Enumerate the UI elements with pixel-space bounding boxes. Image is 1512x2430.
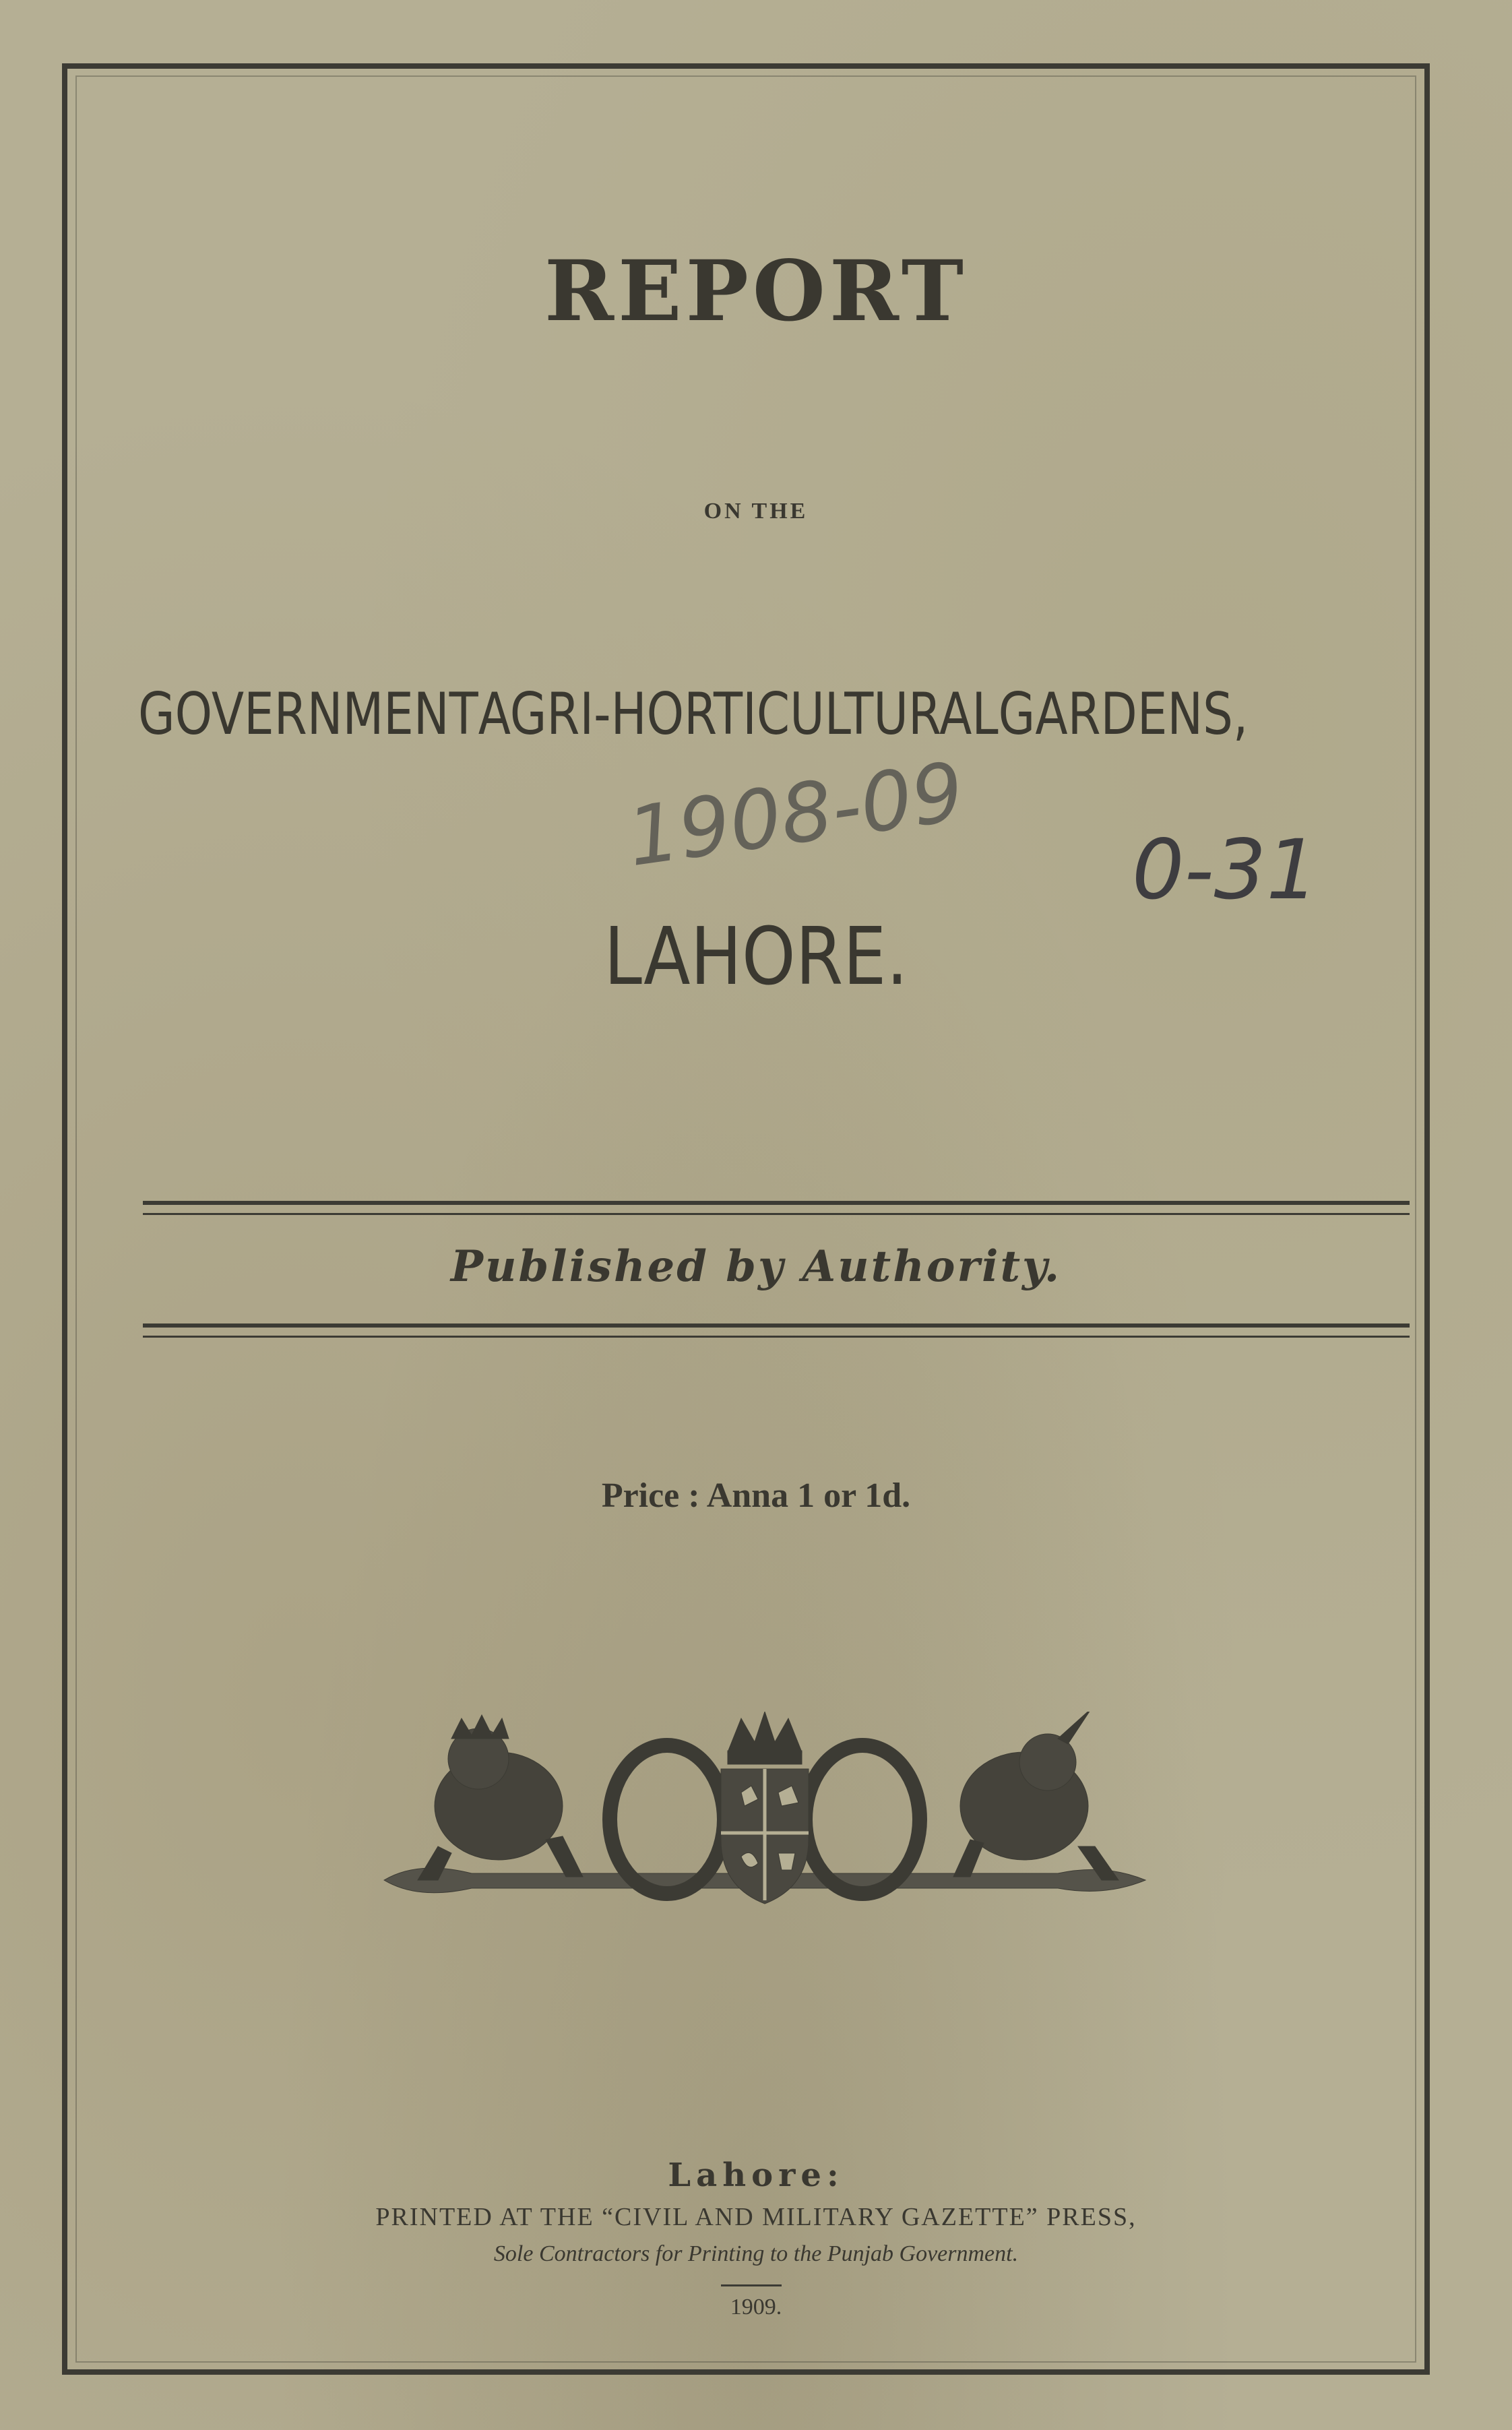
handwritten-code: 0-31 xyxy=(1132,822,1319,918)
rule-top-thin xyxy=(143,1213,1410,1215)
imprint-year: 1909. xyxy=(730,2295,782,2319)
subject-word-gardens: GARDENS, xyxy=(998,681,1249,748)
rule-bottom-thick xyxy=(143,1323,1410,1328)
imprint-press: PRINTED AT THE “CIVIL AND MILITARY GAZETTE” PRESS, xyxy=(375,2203,1137,2231)
place-title: LAHORE. xyxy=(604,910,908,1003)
inner-border xyxy=(75,75,1416,2363)
report-title: REPORT xyxy=(544,243,968,340)
subject-word-agri-horticultural: AGRI-HORTICULTURAL xyxy=(478,681,999,748)
subject-line xyxy=(138,681,1249,748)
on-the-line: ON THE xyxy=(703,499,809,524)
published-by-authority: Published by Authority. xyxy=(450,1241,1062,1292)
price-line: Price : Anna 1 or 1d. xyxy=(601,1476,911,1515)
royal-coat-of-arms-icon xyxy=(377,1712,1152,1934)
imprint-place: Lahore: xyxy=(668,2156,844,2194)
handwritten-year: 1908-09 xyxy=(621,745,970,885)
imprint-sole-contractors: Sole Contractors for Printing to the Punjab Government. xyxy=(493,2241,1019,2266)
rule-top-thick xyxy=(143,1201,1410,1205)
subject-word-government: GOVERNMENT xyxy=(138,681,478,748)
year-rule xyxy=(721,2284,782,2286)
rule-bottom-thin xyxy=(143,1336,1410,1338)
